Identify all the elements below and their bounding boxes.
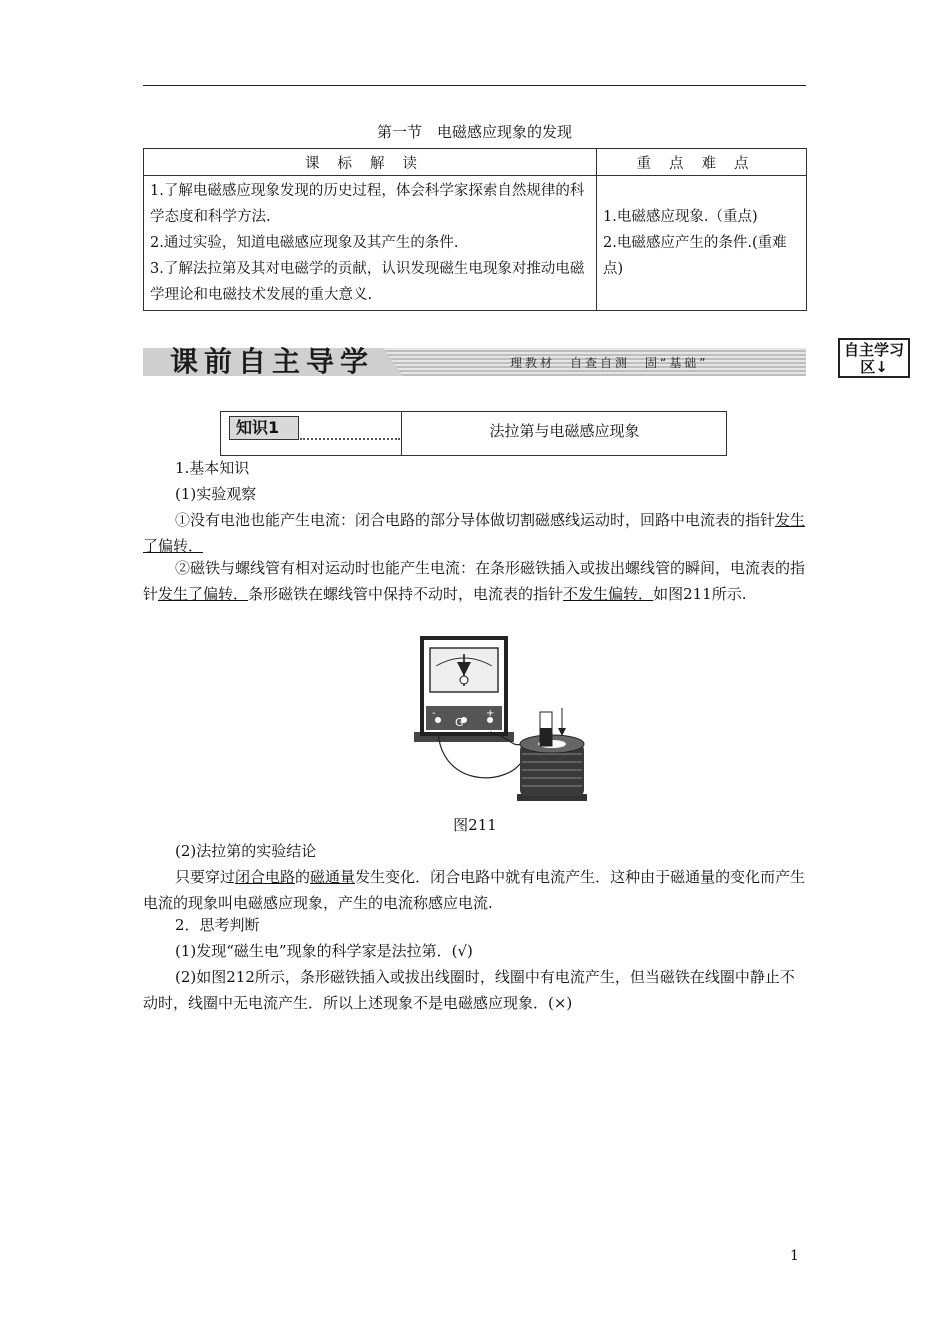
banner-title: 课前自主导学 [170, 345, 375, 378]
answer-blank: 发生了偏转． [158, 585, 249, 603]
figure-caption: 图211 [453, 816, 497, 834]
question-1: (1)发现“磁生电”现象的科学家是法拉第．(√) [175, 942, 473, 960]
header-curriculum: 课标解读 [144, 149, 597, 176]
self-study-tab[interactable]: 自主学习区↓ [838, 338, 910, 378]
text: 如图211所示. [653, 585, 747, 603]
paragraph-conclusion [143, 864, 807, 916]
minus-terminal: - [432, 708, 436, 719]
objectives-table [143, 148, 807, 311]
plus-terminal: + [486, 708, 495, 719]
page-number: 1 [790, 1248, 799, 1264]
text: 发生变化．闭合电路中就有电流产生．这种由于磁通量的变化而产生电流的现象叫电磁感应现象，产生的电流称感应电流. [143, 868, 806, 912]
answer-blank: 闭合电路 [235, 868, 296, 886]
banner-subtitle: 理教材 自查自测 固“基础” [510, 356, 709, 370]
heading-basic: 1.基本知识 [175, 459, 250, 477]
heading-observation: (1)实验观察 [175, 485, 257, 503]
question-2: (2)如图212所示，条形磁铁插入或拔出线圈时，线圈中有电流产生，但当磁铁在线圈中静止不动时，线圈中无电流产生．所以上述现象不是电磁感应现象．(×) [143, 968, 795, 1012]
answer-blank: 发生了偏转． [143, 511, 806, 555]
text: 只要穿过 [175, 868, 236, 886]
answer-blank: 不发生偏转． [563, 585, 654, 603]
meter-letter: G [455, 716, 464, 729]
key-point-item: 1.电磁感应现象.（重点) [603, 209, 758, 225]
paragraph-observation-1 [143, 507, 807, 559]
objective-item: 2.通过实验，知道电磁感应现象及其产生的条件. [150, 235, 459, 251]
text: 的 [295, 868, 311, 886]
section-title: 第一节 电磁感应现象的发现 [376, 123, 572, 141]
header-key-points: 重点难点 [597, 149, 807, 176]
answer-blank: 磁通量 [310, 868, 356, 886]
badge-dotted-line [300, 438, 400, 440]
text: 条形磁铁在螺线管中保持不动时，电流表的指针 [248, 585, 564, 603]
text: ②磁铁与螺线管有相对运动时也能产生电流：在条形磁铁插入或拔出螺线管的瞬间，电流表的指针 [143, 559, 806, 603]
knowledge-badge: 知识1 [229, 416, 299, 440]
text: ①没有电池也能产生电流：闭合电路的部分导体做切割磁感线运动时，回路中电流表的指针 [175, 511, 776, 529]
key-point-item: 2.电磁感应产生的条件.(重难点) [603, 235, 787, 277]
heading-judgement: 2．思考判断 [175, 916, 260, 934]
paragraph-observation-2 [143, 555, 807, 607]
galvanometer-solenoid-figure [412, 636, 612, 804]
objective-item: 3.了解法拉第及其对电磁学的贡献，认识发现磁生电现象对推动电磁学理论和电磁技术发展的重大意义. [150, 261, 585, 303]
objective-item: 1.了解电磁感应现象发现的历史过程，体会科学家探索自然规律的科学态度和科学方法. [150, 183, 585, 225]
header-rule [143, 85, 806, 86]
heading-conclusion: (2)法拉第的实验结论 [175, 842, 317, 860]
knowledge-title: 法拉第与电磁感应现象 [489, 422, 640, 440]
